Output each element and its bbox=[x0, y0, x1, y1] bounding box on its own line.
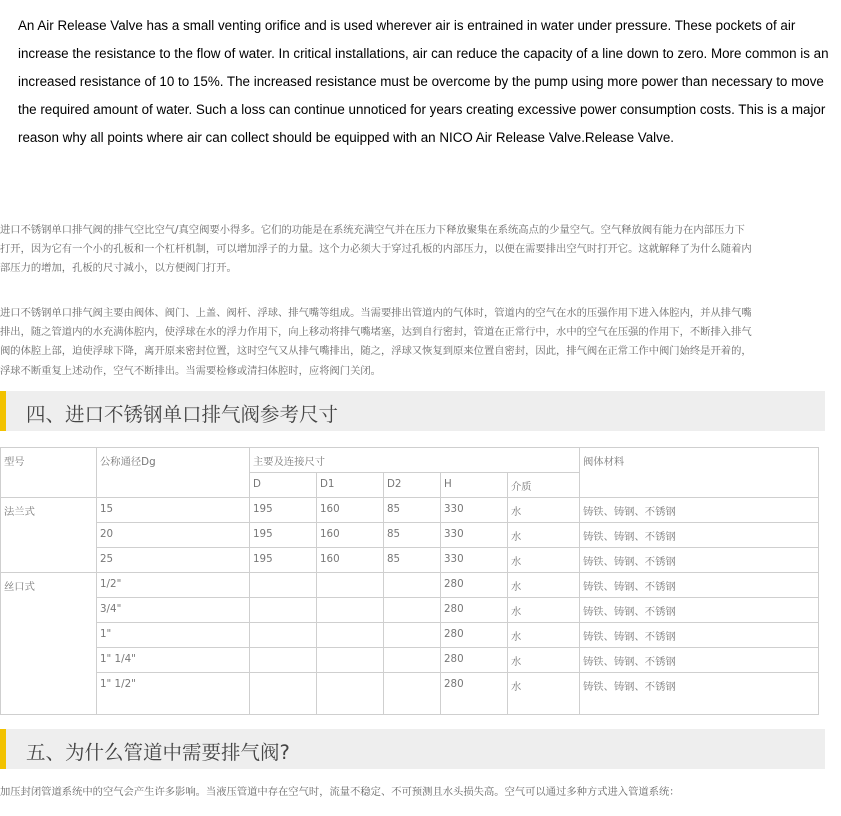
d2-cell bbox=[384, 623, 441, 648]
medium-cell: 水 bbox=[508, 673, 580, 715]
material-cell: 铸铁、铸钢、不锈钢 bbox=[580, 673, 819, 715]
h-cell: 280 bbox=[441, 648, 508, 673]
d2-cell: 85 bbox=[384, 523, 441, 548]
paragraph-line: 进口不锈钢单口排气阀主要由阀体、阀门、上盖、阀杆、浮球、排气嘴等组成。当需要排出管道内的气体时，管道内的空气在水的压强作用下进入体腔内，并从排气嘴 bbox=[0, 307, 752, 319]
d-cell bbox=[250, 623, 317, 648]
d2-cell: 85 bbox=[384, 548, 441, 573]
dn-cell: 25 bbox=[97, 548, 250, 573]
header-d2: D2 bbox=[384, 473, 441, 498]
d-cell bbox=[250, 598, 317, 623]
material-cell: 铸铁、铸钢、不锈钢 bbox=[580, 598, 819, 623]
header-body-material: 阀体材料 bbox=[580, 448, 819, 498]
medium-cell: 水 bbox=[508, 598, 580, 623]
header-d: D bbox=[250, 473, 317, 498]
material-cell: 铸铁、铸钢、不锈钢 bbox=[580, 648, 819, 673]
medium-cell: 水 bbox=[508, 548, 580, 573]
d2-cell bbox=[384, 648, 441, 673]
header-main-dimensions: 主要及连接尺寸 bbox=[250, 448, 580, 473]
intro-english-paragraph bbox=[18, 12, 841, 152]
paragraph-line: 进口不锈钢单口排气阀的排气空比空气/真空阀要小得多。它们的功能是在系统充满空气并在压力下释放聚集在系统高点的少量空气。空气释放阀有能力在内部压力下 bbox=[0, 224, 745, 236]
intro-line: An Air Release Valve has a small venting orifice and is used wherever air is entrained in water under pressure. These pockets of air bbox=[18, 18, 796, 33]
d2-cell: 85 bbox=[384, 498, 441, 523]
table-row bbox=[1, 548, 819, 573]
paragraph-air-effects bbox=[0, 783, 841, 802]
material-cell: 铸铁、铸钢、不锈钢 bbox=[580, 573, 819, 598]
dn-cell: 20 bbox=[97, 523, 250, 548]
header-h: H bbox=[441, 473, 508, 498]
header-medium: 介质 bbox=[508, 473, 580, 498]
medium-cell: 水 bbox=[508, 523, 580, 548]
header-model: 型号 bbox=[1, 448, 97, 498]
section-heading-dimensions bbox=[0, 391, 825, 431]
h-cell: 280 bbox=[441, 573, 508, 598]
h-cell: 330 bbox=[441, 498, 508, 523]
table-row bbox=[1, 498, 819, 523]
h-cell: 330 bbox=[441, 523, 508, 548]
header-d1: D1 bbox=[317, 473, 384, 498]
d-cell bbox=[250, 648, 317, 673]
medium-cell: 水 bbox=[508, 573, 580, 598]
table-row bbox=[1, 523, 819, 548]
h-cell: 280 bbox=[441, 598, 508, 623]
model-cell: 法兰式 bbox=[1, 498, 97, 573]
d1-cell bbox=[317, 648, 384, 673]
d2-cell bbox=[384, 573, 441, 598]
paragraph-line: 加压封闭管道系统中的空气会产生许多影响。当液压管道中存在空气时，流量不稳定、不可预测且水头损失高。空气可以通过多种方式进入管道系统： bbox=[0, 786, 680, 798]
paragraph-line: 浮球不断重复上述动作，空气不断排出。当需要检修或清扫体腔时，应将阀门关闭。 bbox=[0, 364, 381, 377]
section-title: 四、进口不锈钢单口排气阀参考尺寸 bbox=[26, 403, 339, 426]
dn-cell: 1/2" bbox=[97, 573, 250, 598]
table-header-row bbox=[1, 448, 819, 473]
d-cell bbox=[250, 573, 317, 598]
medium-cell: 水 bbox=[508, 498, 580, 523]
d2-cell bbox=[384, 673, 441, 715]
paragraph-line: 排出，随之管道内的水充满体腔内，使浮球在水的浮力作用下，向上移动将排气嘴堵塞，达到自行密封，管道在正常行中，水中的空气在压强的作用下，不断排入排气 bbox=[0, 326, 752, 339]
d-cell: 195 bbox=[250, 498, 317, 523]
h-cell: 330 bbox=[441, 548, 508, 573]
table-row bbox=[1, 648, 819, 673]
material-cell: 铸铁、铸钢、不锈钢 bbox=[580, 548, 819, 573]
d1-cell: 160 bbox=[317, 498, 384, 523]
dn-cell: 3/4" bbox=[97, 598, 250, 623]
table-row bbox=[1, 598, 819, 623]
d-cell: 195 bbox=[250, 523, 317, 548]
d1-cell bbox=[317, 573, 384, 598]
d1-cell: 160 bbox=[317, 548, 384, 573]
paragraph-line: 打开，因为它有一个小的孔板和一个杠杆机制，可以增加浮子的力量。这个力必须大于穿过孔板的内部压力，以便在需要排出空气时打开它。这就解释了为什么随着内 bbox=[0, 243, 752, 256]
d-cell: 195 bbox=[250, 548, 317, 573]
paragraph-line: 阀的体腔上部，迫使浮球下降，离开原来密封位置，这时空气又从排气嘴排出，随之，浮球又恢复到原来位置自密封，因此，排气阀在正常工作中阀门始终是开着的， bbox=[0, 345, 752, 358]
d1-cell bbox=[317, 598, 384, 623]
medium-cell: 水 bbox=[508, 623, 580, 648]
intro-line: increased resistance of 10 to 15%. The increased resistance must be overcome by the pump using more power than necessary to move bbox=[18, 74, 824, 89]
h-cell: 280 bbox=[441, 673, 508, 715]
d2-cell bbox=[384, 598, 441, 623]
medium-cell: 水 bbox=[508, 648, 580, 673]
material-cell: 铸铁、铸钢、不锈钢 bbox=[580, 498, 819, 523]
section-title: 五、为什么管道中需要排气阀? bbox=[26, 741, 290, 764]
model-cell: 丝口式 bbox=[1, 573, 97, 715]
intro-line: reason why all points where air can collect should be equipped with an NICO Air Release Valve.Release Valve. bbox=[18, 130, 675, 145]
d1-cell: 160 bbox=[317, 523, 384, 548]
dn-cell: 1" bbox=[97, 623, 250, 648]
section-heading-why-needed bbox=[0, 729, 825, 769]
paragraph-structure bbox=[0, 304, 841, 381]
dimensions-table bbox=[0, 447, 819, 715]
paragraph-air-release-function bbox=[0, 221, 841, 279]
d-cell bbox=[250, 673, 317, 715]
table-row bbox=[1, 623, 819, 648]
intro-line: increase the resistance to the flow of water. In critical installations, air can reduce the capacity of a line down to zero. More common is an bbox=[18, 46, 829, 61]
dn-cell: 1" 1/4" bbox=[97, 648, 250, 673]
d1-cell bbox=[317, 623, 384, 648]
dn-cell: 15 bbox=[97, 498, 250, 523]
table-row bbox=[1, 673, 819, 715]
d1-cell bbox=[317, 673, 384, 715]
material-cell: 铸铁、铸钢、不锈钢 bbox=[580, 623, 819, 648]
dn-cell: 1" 1/2" bbox=[97, 673, 250, 715]
material-cell: 铸铁、铸钢、不锈钢 bbox=[580, 523, 819, 548]
intro-line: the required amount of water. Such a loss can continue unnoticed for years creating excessive power consumption costs. This is a major bbox=[18, 102, 826, 117]
h-cell: 280 bbox=[441, 623, 508, 648]
table-row bbox=[1, 573, 819, 598]
paragraph-line: 部压力的增加，孔板的尺寸减小，以方便阀门打开。 bbox=[0, 262, 237, 275]
header-nominal-diameter: 公称通径Dg bbox=[97, 448, 250, 498]
